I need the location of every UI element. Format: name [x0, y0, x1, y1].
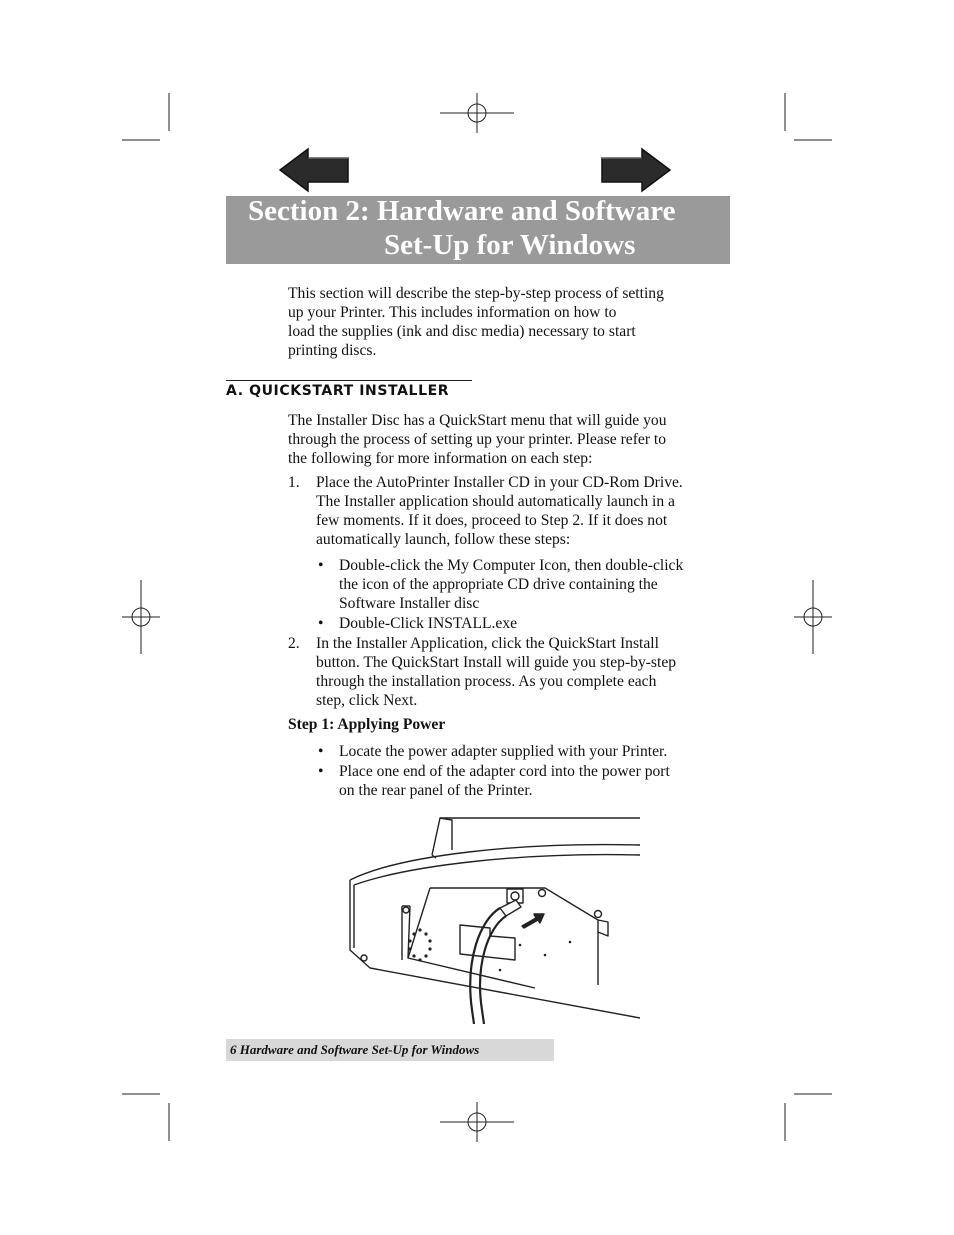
bullet-text [339, 742, 667, 761]
bullet-line: on the rear panel of the Printer. [339, 782, 533, 799]
list-item-line: automatically launch, follow these steps: [316, 531, 571, 548]
bullet-marker: • [318, 763, 324, 780]
section-a-intro-line: through the process of setting up your printer. Please refer to [288, 431, 667, 448]
intro-line: This section will describe the step-by-step process of setting [288, 285, 664, 302]
section-title-line-1: Section 2: Hardware and Software [248, 195, 676, 227]
list-item-number: 1. [288, 474, 300, 491]
left-arrow-icon [280, 149, 348, 191]
list-item-number: 2. [288, 635, 300, 652]
printer-rear-panel-illustration [340, 810, 645, 1025]
step-1-heading: Step 1: Applying Power [288, 716, 446, 733]
bullet-marker: • [318, 615, 324, 632]
list-item-line: In the Installer Application, click the QuickStart Install [316, 635, 659, 652]
intro-line: load the supplies (ink and disc media) necessary to start [288, 323, 636, 340]
list-item-line: through the installation process. As you complete each [316, 673, 657, 690]
bullet-line: Locate the power adapter supplied with your Printer. [339, 743, 668, 760]
bullet-text [339, 762, 670, 800]
registration-target-bottom [440, 1102, 514, 1142]
section-heading-rule [226, 380, 472, 381]
list-item-line: The Installer application should automatically launch in a [316, 493, 675, 510]
list-item-line: step, click Next. [316, 692, 418, 709]
previous-page-arrow[interactable] [278, 147, 350, 193]
bullet-line: Double-click the My Computer Icon, then double-click [339, 557, 684, 574]
bullet-marker: • [318, 557, 324, 574]
section-a-intro-line: the following for more information on each step: [288, 450, 593, 467]
list-item-line: few moments. If it does, proceed to Step 2. If it does not [316, 512, 668, 529]
page-footer: 6 Hardware and Software Set-Up for Windows [230, 1042, 480, 1057]
bullet-line: Place one end of the adapter cord into the power port [339, 763, 670, 780]
right-arrow-icon [602, 149, 670, 191]
bullet-line: Double-Click INSTALL.exe [339, 615, 518, 632]
list-item-text [316, 634, 676, 710]
bullet-line: Software Installer disc [339, 595, 480, 612]
intro-line: printing discs. [288, 342, 377, 359]
next-page-arrow[interactable] [600, 147, 672, 193]
list-item-line: button. The QuickStart Install will guide you step-by-step [316, 654, 677, 671]
bullet-text [339, 614, 517, 633]
list-item-text [316, 473, 683, 549]
registration-target-top [440, 93, 514, 133]
registration-target-right [794, 580, 832, 654]
intro-paragraph [288, 284, 664, 360]
bullet-marker: • [318, 743, 324, 760]
section-title-line-2: Set-Up for Windows [384, 229, 636, 261]
bullet-text [339, 556, 683, 613]
section-a-intro-line: The Installer Disc has a QuickStart menu that will guide you [288, 412, 667, 429]
intro-line: up your Printer. This includes information on how to [288, 304, 617, 321]
section-a-intro [288, 411, 667, 468]
bullet-line: the icon of the appropriate CD drive containing the [339, 576, 658, 593]
registration-target-left [122, 580, 160, 654]
list-item-line: Place the AutoPrinter Installer CD in your CD-Rom Drive. [316, 474, 683, 491]
section-a-heading: A. QUICKSTART INSTALLER [226, 383, 450, 399]
